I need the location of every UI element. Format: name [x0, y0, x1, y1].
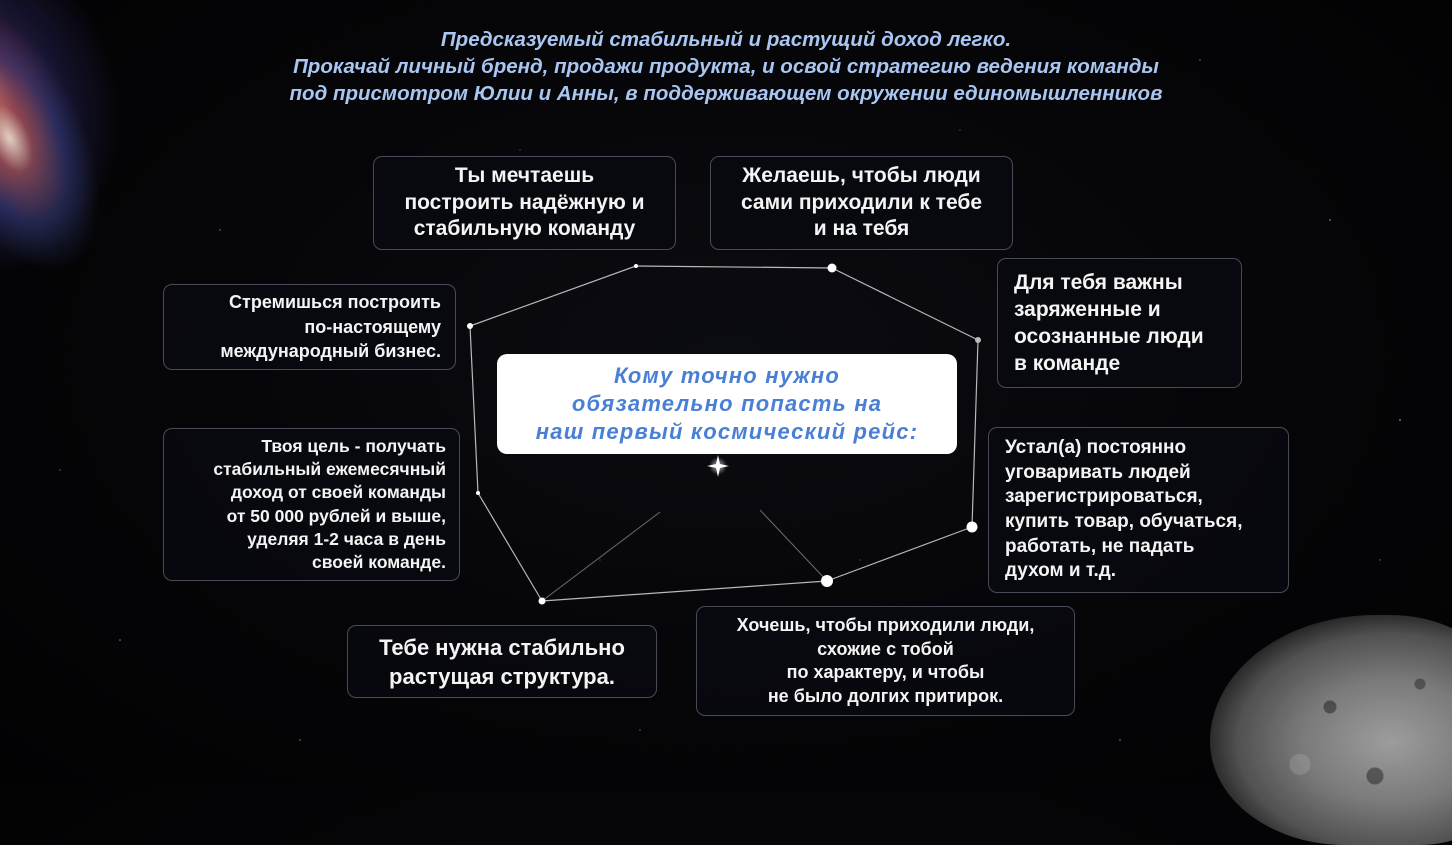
card-conscious-line-2: заряженные и: [1014, 298, 1161, 321]
card-conscious-line-4: в команде: [1014, 352, 1121, 375]
card-similar-line-2: схожие с тобой: [817, 638, 954, 659]
center-line-2: обязательно попасть на: [571, 391, 883, 416]
card-income-line-2: стабильный ежемесячный: [213, 458, 446, 479]
center-line-1: Кому точно нужно: [614, 363, 840, 388]
card-similar-line-4: не было долгих притирок.: [767, 685, 1004, 706]
card-structure-line-2: растущая структура.: [389, 663, 615, 689]
card-conscious-line-1: Для тебя важны: [1014, 271, 1183, 294]
card-people-come-line-1: Желаешь, чтобы люди: [742, 164, 981, 188]
card-income-line-6: своей команде.: [311, 552, 446, 573]
card-tired-line-5: работать, не падать: [1005, 535, 1195, 557]
card-income-line-1: Твоя цель - получать: [261, 435, 446, 456]
card-tired-line-3: зарегистрироваться,: [1005, 486, 1203, 508]
header-line-3: под присмотром Юлии и Анны, в поддерживающем окружении единомышленников: [289, 82, 1163, 105]
card-similar-line-3: по характеру, и чтобы: [786, 662, 985, 682]
center-line-3: наш первый космический рейс:: [535, 419, 919, 444]
card-tired-line-4: купить товар, обучаться,: [1005, 511, 1243, 532]
card-tired: [988, 427, 1289, 593]
card-structure: [347, 625, 657, 698]
card-people-come-line-3: и на тебя: [813, 217, 910, 241]
card-international-line-1: Стремишься построить: [229, 292, 441, 313]
card-similar: [696, 606, 1075, 716]
header-line-1: Предсказуемый стабильный и растущий доход легко.: [440, 28, 1012, 51]
card-income: [163, 428, 460, 581]
card-tired-line-2: уговаривать людей: [1005, 461, 1191, 483]
center-question-card: [497, 354, 957, 454]
card-international-line-2: по-настоящему: [304, 316, 441, 337]
card-tired-line-6: духом и т.д.: [1005, 560, 1117, 582]
card-people-come: [710, 156, 1013, 250]
header-line-2: Прокачай личный бренд, продажи продукта, и освой стратегию ведения команды: [293, 55, 1159, 78]
card-income-line-3: доход от своей команды: [230, 482, 446, 503]
card-structure-line-1: Тебе нужна стабильно: [379, 634, 625, 660]
card-people-come-line-2: сами приходили к тебе: [740, 190, 983, 214]
card-conscious: [997, 258, 1242, 388]
card-international-line-3: международный бизнес.: [220, 341, 441, 362]
card-income-line-4: от 50 000 рублей и выше,: [226, 505, 446, 526]
card-tired-line-1: Устал(а) постоянно: [1005, 437, 1187, 459]
card-team-line-1: Ты мечтаешь: [454, 164, 595, 188]
card-team: [373, 156, 676, 250]
card-income-line-5: уделяя 1-2 часа в день: [247, 528, 446, 549]
card-team-line-3: стабильную команду: [413, 217, 636, 241]
card-conscious-line-3: осознанные люди: [1014, 325, 1204, 348]
card-team-line-2: построить надёжную и: [404, 190, 645, 214]
sparkle-star: [707, 455, 729, 477]
card-international: [163, 284, 456, 370]
card-similar-line-1: Хочешь, чтобы приходили люди,: [736, 615, 1035, 635]
